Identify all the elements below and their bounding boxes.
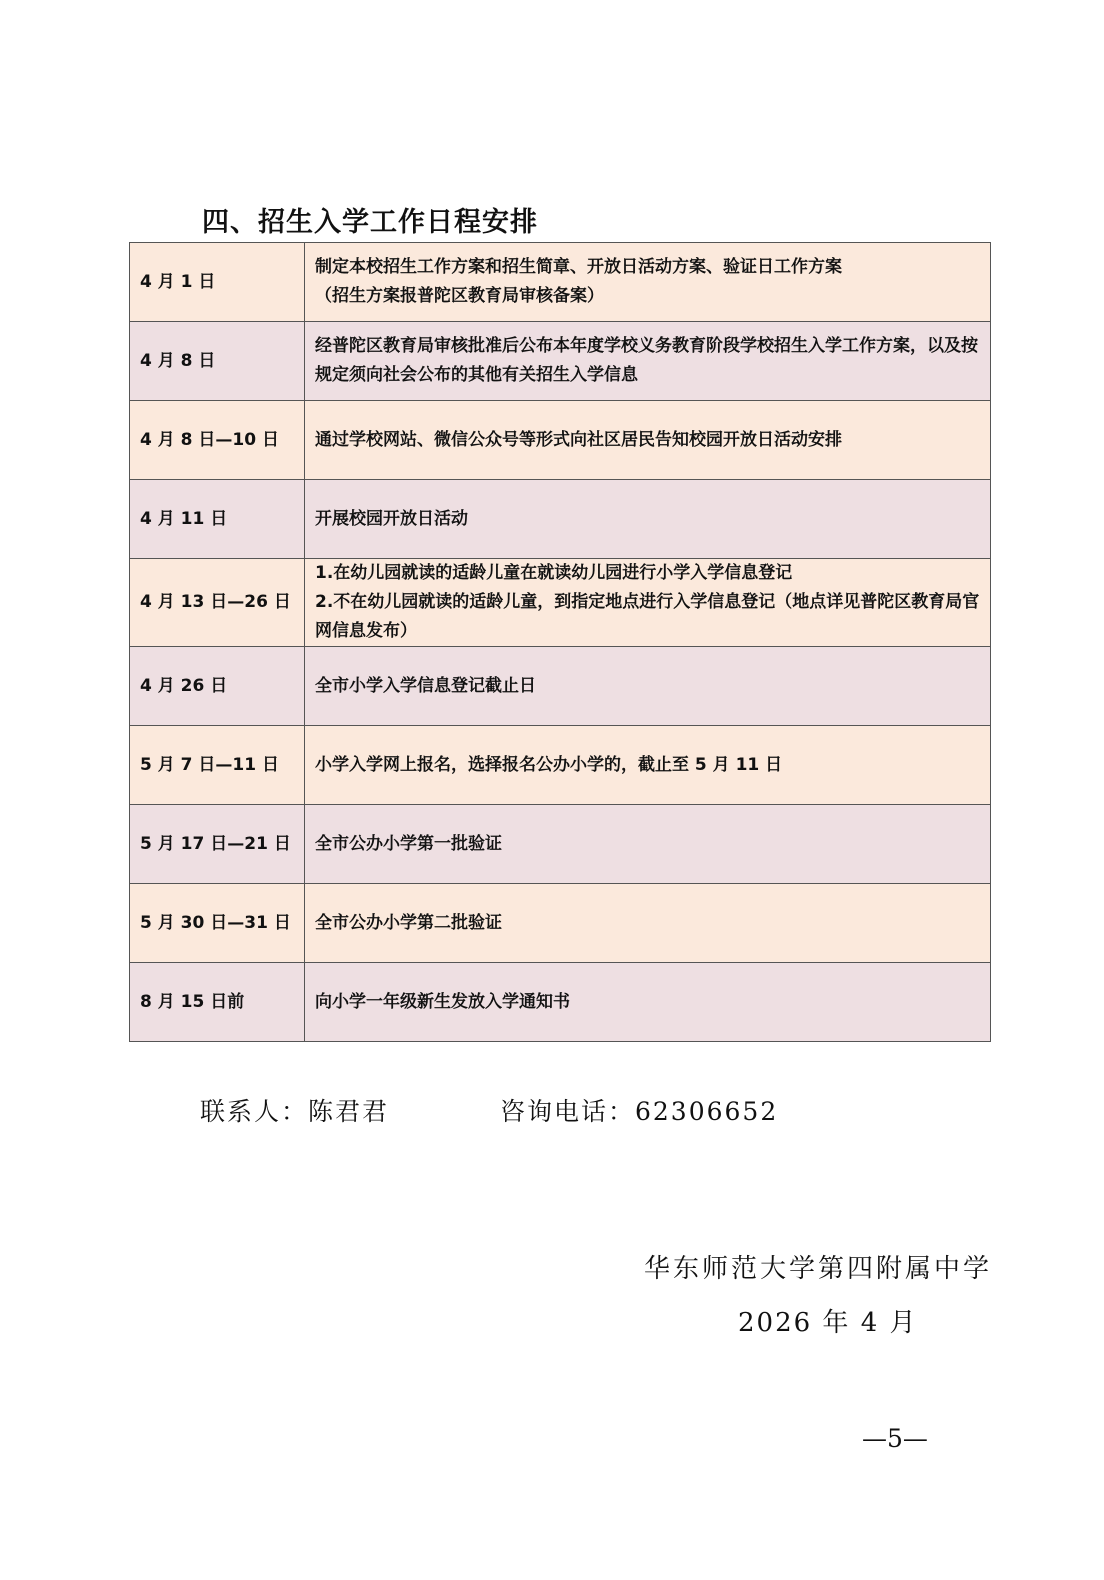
task-line: 1.在幼儿园就读的适龄儿童在就读幼儿园进行小学入学信息登记 bbox=[315, 563, 793, 583]
task-line: 向小学一年级新生发放入学通知书 bbox=[315, 991, 570, 1012]
task-line: 小学入学网上报名，选择报名公办小学的，截止至 5 月 11 日 bbox=[315, 754, 783, 775]
date-cell: 4 月 8 日 bbox=[130, 322, 305, 401]
date-cell: 4 月 8 日—10 日 bbox=[130, 401, 305, 480]
contact-phone: 咨询电话：62306652 bbox=[500, 1097, 779, 1126]
school-signature: 华东师范大学第四附属中学 bbox=[644, 1254, 993, 1284]
table-row bbox=[130, 480, 991, 559]
date-cell: 4 月 11 日 bbox=[130, 480, 305, 559]
date-cell: 8 月 15 日前 bbox=[130, 963, 305, 1042]
table-row bbox=[130, 243, 991, 322]
task-cell bbox=[305, 559, 991, 647]
task-cell bbox=[305, 726, 991, 805]
page-number: —5— bbox=[862, 1424, 928, 1453]
task-line: 2.不在幼儿园就读的适龄儿童，到指定地点进行入学信息登记（地点详见普陀区教育局官网信息发布） bbox=[315, 592, 980, 641]
table-row bbox=[130, 805, 991, 884]
contact-info bbox=[200, 1092, 779, 1128]
date-cell: 4 月 13 日—26 日 bbox=[130, 559, 305, 647]
task-cell bbox=[305, 322, 991, 401]
date-cell: 4 月 26 日 bbox=[130, 647, 305, 726]
section-title: 四、招生入学工作日程安排 bbox=[202, 207, 538, 238]
task-line: （招生方案报普陀区教育局审核备案） bbox=[315, 286, 604, 306]
task-line: 经普陀区教育局审核批准后公布本年度学校义务教育阶段学校招生入学工作方案，以及按规定须向社会公布的其他有关招生入学信息 bbox=[315, 336, 978, 385]
schedule-table bbox=[129, 242, 991, 1042]
date-cell: 5 月 17 日—21 日 bbox=[130, 805, 305, 884]
table-row bbox=[130, 884, 991, 963]
date-cell: 4 月 1 日 bbox=[130, 243, 305, 322]
signature-date: 2026 年 4 月 bbox=[738, 1308, 918, 1338]
task-cell bbox=[305, 480, 991, 559]
task-cell bbox=[305, 805, 991, 884]
task-line: 制定本校招生工作方案和招生简章、开放日活动方案、验证日工作方案 bbox=[315, 257, 842, 277]
task-cell bbox=[305, 243, 991, 322]
contact-person: 联系人：陈君君 bbox=[200, 1097, 390, 1126]
table-row bbox=[130, 963, 991, 1042]
table-row bbox=[130, 322, 991, 401]
date-cell: 5 月 7 日—11 日 bbox=[130, 726, 305, 805]
task-cell bbox=[305, 884, 991, 963]
task-line: 开展校园开放日活动 bbox=[315, 508, 468, 529]
table-row bbox=[130, 401, 991, 480]
table-row bbox=[130, 559, 991, 647]
task-cell bbox=[305, 647, 991, 726]
task-cell bbox=[305, 401, 991, 480]
task-line: 全市小学入学信息登记截止日 bbox=[315, 675, 536, 696]
table-row bbox=[130, 647, 991, 726]
task-line: 通过学校网站、微信公众号等形式向社区居民告知校园开放日活动安排 bbox=[315, 429, 842, 450]
task-line: 全市公办小学第一批验证 bbox=[315, 833, 502, 854]
table-row bbox=[130, 726, 991, 805]
date-cell: 5 月 30 日—31 日 bbox=[130, 884, 305, 963]
task-cell bbox=[305, 963, 991, 1042]
task-line: 全市公办小学第二批验证 bbox=[315, 912, 502, 933]
